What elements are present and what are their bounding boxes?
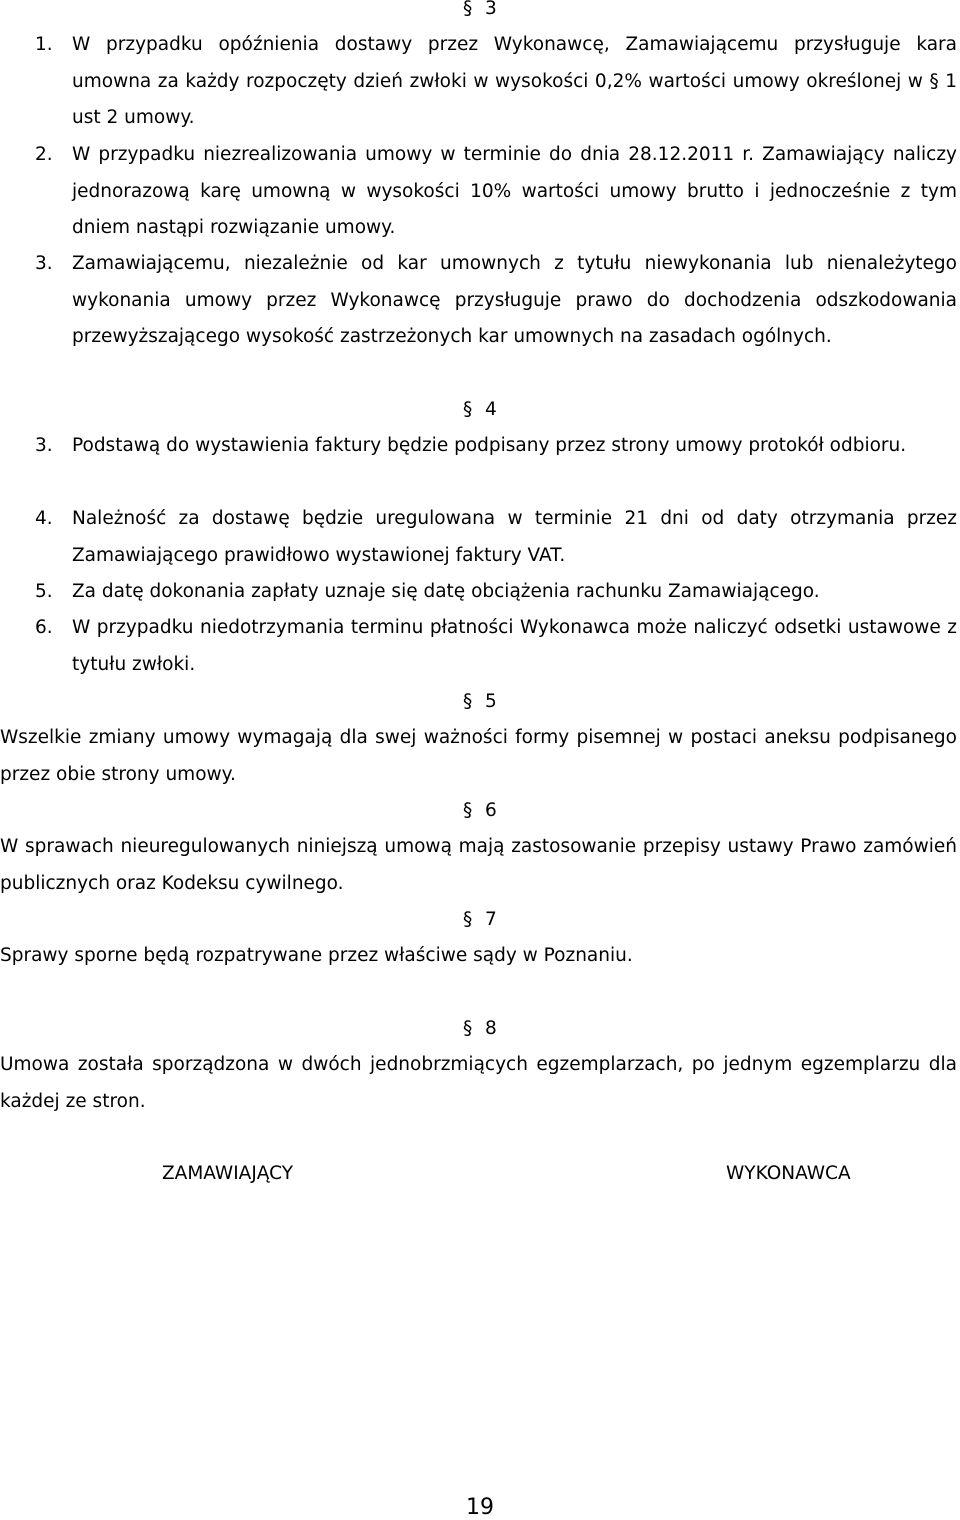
list-item-number: 4.: [35, 508, 53, 529]
section-symbol: §: [463, 691, 473, 712]
section-number: 8: [485, 1018, 497, 1039]
list-item: [0, 610, 957, 683]
section-heading-8: [463, 1017, 543, 1041]
section-number: 5: [485, 691, 497, 712]
section-symbol: §: [463, 1018, 473, 1039]
section-7-text: Sprawy sporne będą rozpatrywane przez właściwe sądy w Poznaniu.: [0, 945, 633, 966]
section-number: 7: [485, 909, 497, 930]
section-heading-6: [463, 799, 543, 823]
list-item-number: 5.: [35, 581, 53, 602]
list-item-number: 2.: [35, 144, 53, 165]
list-item: [0, 574, 957, 611]
section-number: 3: [485, 0, 497, 19]
list-item-text: Należność za dostawę będzie uregulowana w terminie 21 dni od daty otrzymania przez Zamawiającego prawidłowo wystawionej faktury VAT.: [72, 508, 957, 566]
signature-label-wykonawca: WYKONAWCA: [726, 1163, 851, 1184]
section-heading-3: [463, 0, 543, 21]
section-symbol: §: [463, 909, 473, 930]
list-item-text: Zamawiającemu, niezależnie od kar umownych z tytułu niewykonania lub nienależytego wykonania umowy przez Wykonawcę przysługuje prawo do dochodzenia odszkodowania przewyższającego wysokość zastrzeżonych kar umownych na zasadach ogólnych.: [72, 253, 957, 347]
list-item-text: W przypadku niedotrzymania terminu płatności Wykonawca może naliczyć odsetki ustawowe z tytułu zwłoki.: [72, 617, 957, 675]
list-item: [0, 428, 957, 465]
section-heading-5: [463, 690, 543, 714]
list-item-text: Za datę dokonania zapłaty uznaje się datę obciążenia rachunku Zamawiającego.: [72, 581, 820, 602]
list-item: [0, 501, 957, 574]
list-item: [0, 137, 957, 247]
list-item-text: Podstawą do wystawienia faktury będzie podpisany przez strony umowy protokół odbioru.: [72, 435, 907, 456]
list-item-text: W przypadku niezrealizowania umowy w terminie do dnia 28.12.2011 r. Zamawiający naliczy jednorazową karę umowną w wysokości 10% wartości umowy brutto i jednocześnie z tym dniem nastąpi rozwiązanie umowy.: [72, 144, 957, 238]
section-number: 4: [485, 399, 497, 420]
section-6-text: W sprawach nieuregulowanych niniejszą umową mają zastosowanie przepisy ustawy Prawo zamówień publicznych oraz Kodeksu cywilnego.: [0, 836, 957, 894]
list-item: [0, 246, 957, 356]
signature-label-zamawiajacy: ZAMAWIAJĄCY: [162, 1163, 294, 1184]
page-number: 19: [466, 1495, 494, 1520]
section-8-text: Umowa została sporządzona w dwóch jednobrzmiących egzemplarzach, po jednym egzemplarzu dla każdej ze stron.: [0, 1054, 957, 1112]
section-symbol: §: [463, 0, 473, 19]
list-item: [0, 27, 957, 137]
list-item-number: 3.: [35, 253, 53, 274]
list-item-number: 6.: [35, 617, 53, 638]
list-item-number: 1.: [35, 34, 53, 55]
section-heading-7: [463, 908, 543, 932]
list-item-number: 3.: [35, 435, 53, 456]
section-5-text: Wszelkie zmiany umowy wymagają dla swej ważności formy pisemnej w postaci aneksu podpisanego przez obie strony umowy.: [0, 727, 957, 785]
section-symbol: §: [463, 800, 473, 821]
section-number: 6: [485, 800, 497, 821]
list-item-text: W przypadku opóźnienia dostawy przez Wykonawcę, Zamawiającemu przysługuje kara umowna za każdy rozpoczęty dzień zwłoki w wysokości 0,2% wartości umowy określonej w § 1 ust 2 umowy.: [72, 34, 957, 128]
section-symbol: §: [463, 399, 473, 420]
section-heading-4: [463, 398, 543, 422]
